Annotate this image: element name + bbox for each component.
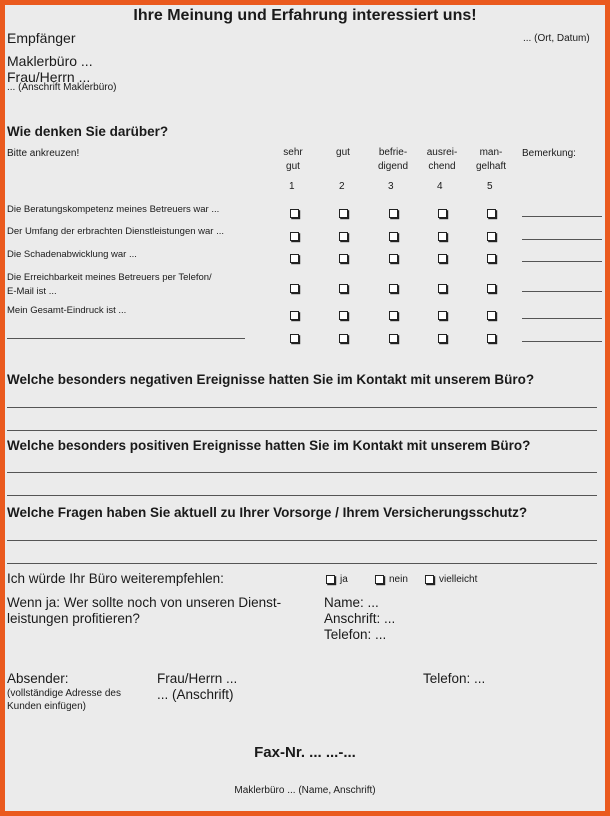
rating-heading: Wie denken Sie darüber?	[7, 124, 169, 139]
fax-number: Fax-Nr. ... ...-...	[254, 744, 356, 761]
column-number-3: 3	[388, 181, 394, 192]
place-date: ... (Ort, Datum)	[523, 33, 590, 44]
column-number-2: 2	[339, 181, 345, 192]
rating-checkbox-row3-col2[interactable]	[339, 254, 348, 263]
row-label-5: Mein Gesamt-Eindruck ist ...	[7, 305, 127, 316]
column-header-5: man- gelhaft	[475, 147, 507, 172]
rating-checkbox-row3-col1[interactable]	[290, 254, 299, 263]
rating-checkbox-row6-col2[interactable]	[339, 334, 348, 343]
sender-details	[157, 671, 237, 703]
question-provision: Welche Fragen haben Sie aktuell zu Ihrer Vorsorge / Ihrem Versicherungsschutz?	[7, 505, 528, 520]
rating-checkbox-row1-col3[interactable]	[389, 209, 398, 218]
referral-address: Anschrift: ...	[324, 611, 396, 626]
question-negative: Welche besonders negativen Ereignisse hatten Sie im Kontakt mit unserem Büro?	[7, 372, 535, 387]
column-number-5: 5	[487, 181, 493, 192]
row-label-4: Die Erreichbarkeit meines Betreuers per Telefon/ E-Mail ist ...	[7, 272, 212, 297]
recipient-address: ... (Anschrift Maklerbüro)	[7, 82, 117, 93]
option-ja-label: ja	[340, 574, 348, 585]
column-header-2: gut	[336, 147, 350, 158]
rating-checkbox-row5-col3[interactable]	[389, 311, 398, 320]
rating-checkbox-row1-col4[interactable]	[438, 209, 447, 218]
rating-checkbox-row5-col1[interactable]	[290, 311, 299, 320]
rating-checkbox-row1-col2[interactable]	[339, 209, 348, 218]
sender-phone: Telefon: ...	[423, 671, 486, 686]
row-label-2: Der Umfang der erbrachten Dienstleistungen war ...	[7, 226, 225, 237]
remark-line-row2[interactable]	[522, 239, 602, 240]
remark-line-row5[interactable]	[522, 318, 602, 319]
rating-checkbox-row4-col5[interactable]	[487, 284, 496, 293]
answer-line-positive-1[interactable]	[7, 472, 597, 473]
column-header-3: befrie- digend	[377, 147, 409, 172]
column-number-4: 4	[437, 181, 443, 192]
referral-details	[324, 595, 395, 643]
rating-checkbox-row1-col1[interactable]	[290, 209, 299, 218]
rating-checkbox-row4-col1[interactable]	[290, 284, 299, 293]
rating-checkbox-row6-col4[interactable]	[438, 334, 447, 343]
footer-office: Maklerbüro ... (Name, Anschrift)	[234, 785, 376, 796]
recipient-office: Maklerbüro ...	[7, 53, 93, 69]
column-header-4: ausrei- chend	[426, 147, 458, 172]
remark-line-row1[interactable]	[522, 216, 602, 217]
rating-checkbox-row5-col4[interactable]	[438, 311, 447, 320]
remark-line-row6[interactable]	[522, 341, 602, 342]
rating-checkbox-row2-col4[interactable]	[438, 232, 447, 241]
remark-line-row3[interactable]	[522, 261, 602, 262]
recommend-label: Ich würde Ihr Büro weiterempfehlen:	[7, 571, 224, 586]
rating-checkbox-row2-col2[interactable]	[339, 232, 348, 241]
option-vielleicht-label: vielleicht	[439, 574, 478, 585]
sender-person: Frau/Herrn ...	[157, 671, 238, 686]
rating-checkbox-row4-col3[interactable]	[389, 284, 398, 293]
row-label-3: Die Schadenabwicklung war ...	[7, 249, 137, 260]
form-title: Ihre Meinung und Erfahrung interessiert uns!	[133, 7, 477, 24]
rating-checkbox-row4-col4[interactable]	[438, 284, 447, 293]
answer-line-positive-2[interactable]	[7, 495, 597, 496]
rating-checkbox-row2-col3[interactable]	[389, 232, 398, 241]
answer-line-negative-2[interactable]	[7, 430, 597, 431]
option-ja-checkbox[interactable]	[326, 575, 335, 584]
answer-line-provision-1[interactable]	[7, 540, 597, 541]
option-nein-label: nein	[389, 574, 408, 585]
answer-line-provision-2[interactable]	[7, 563, 597, 564]
referral-phone: Telefon: ...	[324, 627, 387, 642]
question-positive: Welche besonders positiven Ereignisse hatten Sie im Kontakt mit unserem Büro?	[7, 438, 531, 453]
rating-checkbox-row2-col5[interactable]	[487, 232, 496, 241]
row-label-1: Die Beratungskompetenz meines Betreuers war ...	[7, 204, 220, 215]
rating-checkbox-row3-col5[interactable]	[487, 254, 496, 263]
rating-checkbox-row2-col1[interactable]	[290, 232, 299, 241]
rating-checkbox-row6-col3[interactable]	[389, 334, 398, 343]
remark-line-row4[interactable]	[522, 291, 602, 292]
recipient-label: Empfänger	[7, 30, 76, 46]
rating-checkbox-row6-col5[interactable]	[487, 334, 496, 343]
sender-label: Absender:	[7, 671, 69, 686]
rating-instruction: Bitte ankreuzen!	[7, 148, 80, 159]
remark-label: Bemerkung:	[522, 148, 576, 159]
sender-address: ... (Anschrift)	[157, 687, 234, 702]
rating-checkbox-row4-col2[interactable]	[339, 284, 348, 293]
sender-note: (vollständige Adresse des Kunden einfügen)	[7, 688, 121, 712]
rating-checkbox-row1-col5[interactable]	[487, 209, 496, 218]
rating-checkbox-row3-col3[interactable]	[389, 254, 398, 263]
recipient-person: Frau/Herrn ...	[7, 69, 91, 85]
row-label-6-blank-line[interactable]	[7, 338, 245, 339]
rating-checkbox-row5-col2[interactable]	[339, 311, 348, 320]
rating-checkbox-row6-col1[interactable]	[290, 334, 299, 343]
option-vielleicht-checkbox[interactable]	[425, 575, 434, 584]
rating-checkbox-row5-col5[interactable]	[487, 311, 496, 320]
column-header-1: sehr gut	[283, 147, 303, 172]
recommend-who: Wenn ja: Wer sollte noch von unseren Dienst- leistungen profitieren?	[7, 595, 282, 626]
option-nein-checkbox[interactable]	[375, 575, 384, 584]
rating-checkbox-row3-col4[interactable]	[438, 254, 447, 263]
answer-line-negative-1[interactable]	[7, 407, 597, 408]
referral-name: Name: ...	[324, 595, 379, 610]
column-number-1: 1	[289, 181, 295, 192]
